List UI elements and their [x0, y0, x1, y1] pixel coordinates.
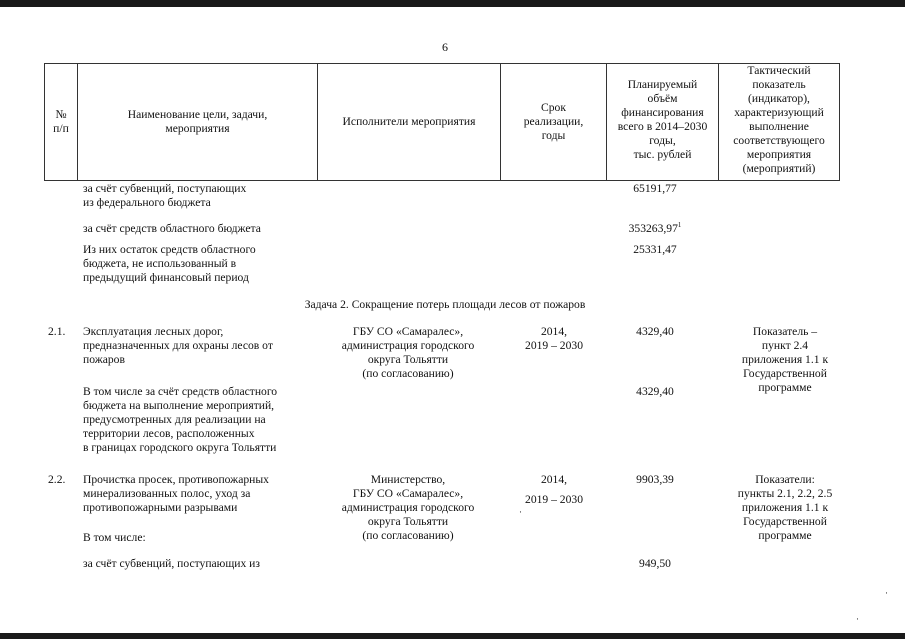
- item-2-1-number: 2.1.: [48, 325, 66, 338]
- regional-budget-amount: 353263,97$^1$: [628, 221, 682, 235]
- top-border-bar: [0, 0, 905, 7]
- remaining-balance-name: Из них остаток средств областного бюджета, не использованный в предыдущий финансовый период: [83, 243, 256, 284]
- item-2-2-including: В том числе:: [83, 531, 146, 544]
- item-2-2-period-first: 2014,: [540, 473, 568, 486]
- item-2-2-name: Прочистка просек, противопожарных минерализованных полос, уход за противопожарными разрывами: [83, 473, 269, 514]
- header-executors: Исполнители мероприятия: [342, 115, 476, 128]
- table-header: [44, 63, 840, 181]
- bottom-border-bar: [0, 633, 905, 639]
- item-2-1-executors: ГБУ СО «Самаралес», администрация городского округа Тольятти (по согласованию): [341, 325, 475, 380]
- item-2-2-sub-amount: 949,50: [639, 557, 671, 570]
- federal-subsidy-amount: 65191,77: [633, 182, 677, 195]
- footnote-marker: 1: [677, 221, 682, 230]
- header-name: Наименование цели, задачи, мероприятия: [127, 108, 268, 135]
- item-2-1-name: Эксплуатация лесных дорог, предназначенных для охраны лесов от пожаров: [83, 325, 273, 366]
- item-2-2-period-second: 2019 – 2030: [525, 493, 583, 506]
- scan-speck: ·: [856, 614, 859, 624]
- item-2-1-period: 2014, 2019 – 2030: [525, 325, 583, 352]
- task-2-title: Задача 2. Сокращение потерь площади лесов от пожаров: [304, 298, 586, 311]
- item-2-2-indicator: Показатели: пункты 2.1, 2.2, 2.5 приложения 1.1 к Государственной программе: [737, 473, 833, 542]
- header-financing: Планируемый объём финансирования всего в 2014–2030 годы, тыс. рублей: [617, 78, 708, 161]
- item-2-1-indicator: Показатель – пункт 2.4 приложения 1.1 к Государственной программе: [741, 325, 829, 394]
- item-2-2-executors: Министерство, ГБУ СО «Самаралес», администрация городского округа Тольятти (по согласованию): [341, 473, 475, 542]
- header-indicator: Тактический показатель (индикатор), характеризующий выполнение соответствующего мероприятия (мероприятий): [733, 64, 825, 175]
- item-2-1-sub-amount: 4329,40: [636, 385, 674, 398]
- item-2-1-sub-name: В том числе за счёт средств областного бюджета на выполнение мероприятий, предусмотренных для реализации на территории лесов, расположенных в границах городского округа Тольятти: [83, 385, 278, 454]
- scan-speck: ·: [885, 588, 888, 598]
- remaining-balance-amount: 25331,47: [633, 243, 677, 256]
- header-num: № п/п: [53, 108, 69, 135]
- item-2-2-sub-name: за счёт субвенций, поступающих из: [83, 557, 260, 570]
- item-2-2-number: 2.2.: [48, 473, 66, 486]
- item-2-2-amount: 9903,39: [636, 473, 674, 486]
- page-number: 6: [442, 40, 448, 54]
- scan-speck: ·: [519, 507, 522, 517]
- item-2-1-amount: 4329,40: [636, 325, 674, 338]
- header-period: Срок реализации, годы: [523, 101, 584, 142]
- federal-subsidy-name: за счёт субвенций, поступающих из федерального бюджета: [83, 182, 247, 209]
- regional-budget-name: за счёт средств областного бюджета: [83, 222, 261, 235]
